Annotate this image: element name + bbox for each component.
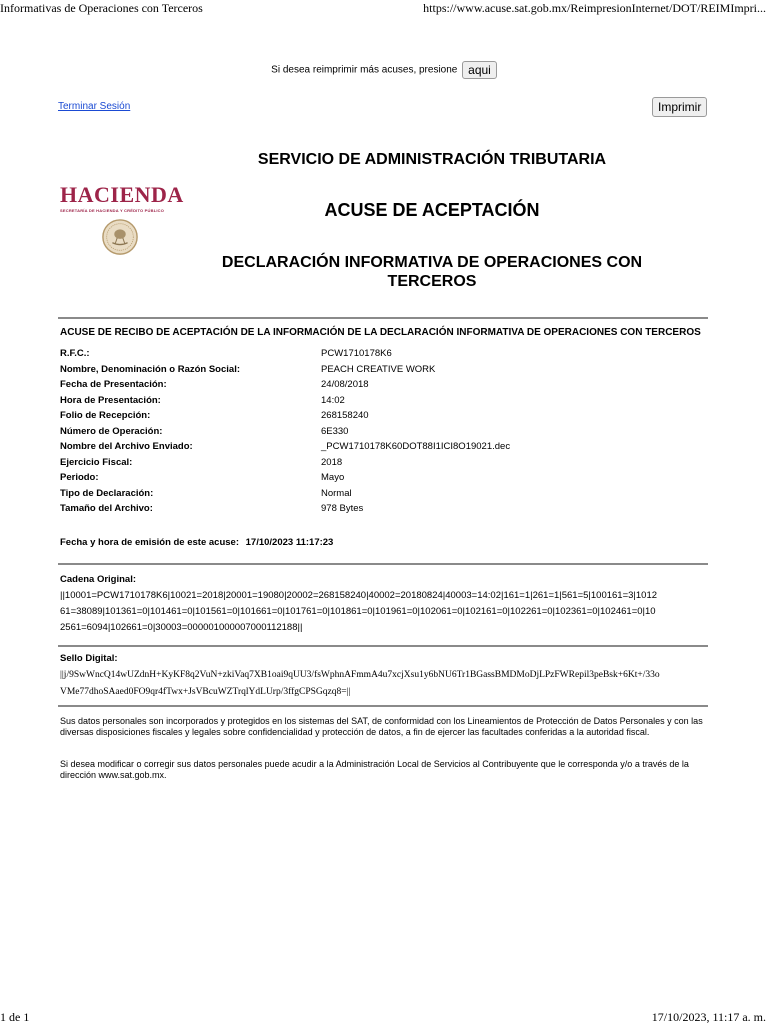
field-label: Número de Operación: (60, 425, 163, 437)
divider (58, 705, 708, 707)
divider (58, 317, 708, 319)
field-value: 14:02 (321, 394, 345, 406)
privacy-notice: Sus datos personales son incorporados y protegidos en los sistemas del SAT, de conformidad con los Lineamientos de Protección de Datos Personales y con las diversas disposiciones fiscales y legales sobre confidencialidad y protección de datos, a fin de ejercer las facultades conferidas a la autoridad fiscal. (60, 716, 703, 737)
field-value: PEACH CREATIVE WORK (321, 363, 436, 375)
mexican-coat-of-arms-seal-icon (101, 218, 139, 256)
field-value: Mayo (321, 472, 345, 483)
hacienda-logo (60, 184, 185, 259)
acuse-fields (60, 348, 710, 519)
field-row-archivo (60, 441, 710, 457)
field-label: Tamaño del Archivo: (60, 503, 153, 514)
reprint-line (0, 61, 768, 79)
field-value: 24/08/2018 (321, 379, 369, 390)
field-row-razon-social (60, 364, 710, 380)
logo-subtitle: SECRETARÍA DE HACIENDA Y CRÉDITO PÚBLICO (60, 208, 165, 213)
logo-wordmark: HACIENDA (60, 182, 184, 207)
field-value: Normal (321, 487, 352, 499)
declaration-title: DECLARACIÓN INFORMATIVA DE OPERACIONES CON TERCEROS (221, 254, 643, 290)
page-count: 1 de 1 (0, 1010, 30, 1024)
privacy-notice-contact: Si desea modificar o corregir sus datos personales puede acudir a la Administración Local de Servicios al Contribuyente que le corresponda y/o a través de la dirección www.sat.gob.mx. (60, 759, 689, 780)
print-datetime: 17/10/2023, 11:17 a. m. (651, 1010, 766, 1024)
field-label: Tipo de Declaración: (60, 487, 154, 499)
field-row-numero-operacion (60, 426, 710, 442)
cadena-original-text: ||10001=PCW1710178K6|10021=2018|20001=19080|20002=268158240|40002=20180824|40003=14:02|161=1|261=1|561=5|100161=3|101261=38089|101361=0|101461=0|101561=0|101661=0|101761=0|101861=0|101961=0|102061=0|102161=0|102261=0|102361=0|102461=0|102561=6094|102661=0|30003=000001000007000112188|| (60, 590, 658, 633)
cadena-title: Cadena Original: (60, 574, 137, 585)
field-label: Periodo: (60, 472, 99, 483)
field-label: Ejercicio Fiscal: (60, 456, 133, 468)
field-value: 978 Bytes (321, 503, 364, 514)
acuse-title: ACUSE DE ACEPTACIÓN (324, 200, 540, 220)
emission-value: 17/10/2023 11:17:23 (245, 537, 334, 548)
divider (58, 563, 708, 565)
field-value: PCW1710178K6 (321, 348, 392, 359)
field-label: Folio de Recepción: (60, 410, 151, 421)
print-footer (0, 1010, 768, 1024)
sello-digital-text: ||j/9SwWncQ14wUZdnH+KyKF8q2VuN+zkiVaq7XB1oai9qUU3/fsWphnAFmmA4u7xcjXsu1y6bNU6Tr1BGassBMDMoDjLPzFWRepil3peBsk+6Kt+/33oVMe77dhoSAaed0FO9qr4fTwx+JsVBcuWZTrqlYdLUrp/3ffgCPSGqzq8=|| (60, 670, 660, 697)
print-header (0, 0, 768, 18)
print-button[interactable]: Imprimir (652, 97, 707, 117)
print-header-url: https://www.acuse.sat.gob.mx/ReimpresionInternet/DOT/REIMImpri... (423, 1, 766, 15)
print-header-title: Informativas de Operaciones con Terceros (0, 1, 203, 15)
section-heading: ACUSE DE RECIBO DE ACEPTACIÓN DE LA INFORMACIÓN DE LA DECLARACIÓN INFORMATIVA DE OPERACIONES CON TERCEROS (60, 327, 701, 338)
field-label: Nombre, Denominación o Razón Social: (60, 363, 240, 375)
sello-title: Sello Digital: (60, 653, 118, 664)
reprint-text: Si desea reimprimir más acuses, presione (271, 64, 458, 76)
field-row-tipo (60, 488, 710, 504)
logout-link[interactable]: Terminar Sesión (58, 101, 131, 112)
field-row-ejercicio (60, 457, 710, 473)
field-label: Hora de Presentación: (60, 394, 161, 406)
reprint-button[interactable]: aqui (462, 61, 497, 79)
field-row-rfc (60, 348, 710, 364)
field-value: 2018 (321, 456, 343, 468)
field-label: R.F.C.: (60, 348, 90, 359)
field-row-folio (60, 410, 710, 426)
divider (58, 645, 708, 647)
field-label: Fecha de Presentación: (60, 379, 167, 390)
agency-title: SERVICIO DE ADMINISTRACIÓN TRIBUTARIA (257, 151, 607, 168)
field-value: _PCW1710178K60DOT88I1ICI8O19021.dec (321, 441, 511, 452)
emission-label: Fecha y hora de emisión de este acuse: (60, 537, 239, 548)
field-row-hora-presentacion (60, 395, 710, 411)
field-row-tamano (60, 503, 710, 519)
field-label: Nombre del Archivo Enviado: (60, 441, 193, 452)
emission-datetime (60, 537, 337, 548)
field-row-fecha-presentacion (60, 379, 710, 395)
field-row-periodo (60, 472, 710, 488)
field-value: 6E330 (321, 425, 349, 437)
field-value: 268158240 (321, 410, 369, 421)
